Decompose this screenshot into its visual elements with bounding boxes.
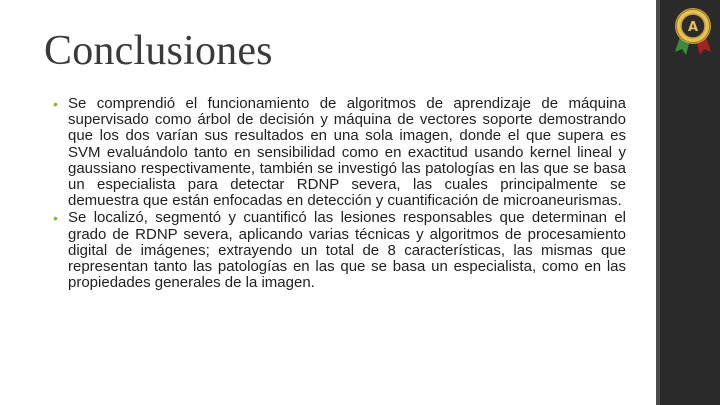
award-badge-icon xyxy=(670,4,716,56)
bullet-icon: • xyxy=(53,96,58,112)
decorative-sidebar xyxy=(660,0,720,405)
slide-title: Conclusiones xyxy=(44,28,273,74)
bullet-item xyxy=(52,210,626,291)
bullet-text: Se comprendió el funcionamiento de algoritmos de aprendizaje de máquina supervisado como árbol de decisión y máquina de vectores soporte demostrando que los dos varían sus resultados en una sola imagen, donde el que supera es SVM evaluándolo tanto en sensibilidad como en exactitud usando kernel lineal y gaussiano respectivamente, también se investigó las patologías en las que se basa un especialista para detectar RDNP severa, las cuales principalmente se demuestra que están enfocadas en detección y cuantificación de microaneurismas. xyxy=(68,95,626,210)
bullet-text: Se localizó, segmentó y cuantificó las lesiones responsables que determinan el grado de RDNP severa, aplicando varias técnicas y algoritmos de procesamiento digital de imágenes; extrayendo un total de 8 características, las mismas que representan tanto las patologías en las que se basa un especialista, como en las propiedades generales de la imagen. xyxy=(68,209,626,292)
bullet-icon: • xyxy=(53,210,58,227)
bullet-list xyxy=(52,96,626,292)
badge-letter: A xyxy=(687,20,699,35)
bullet-item xyxy=(52,96,626,209)
